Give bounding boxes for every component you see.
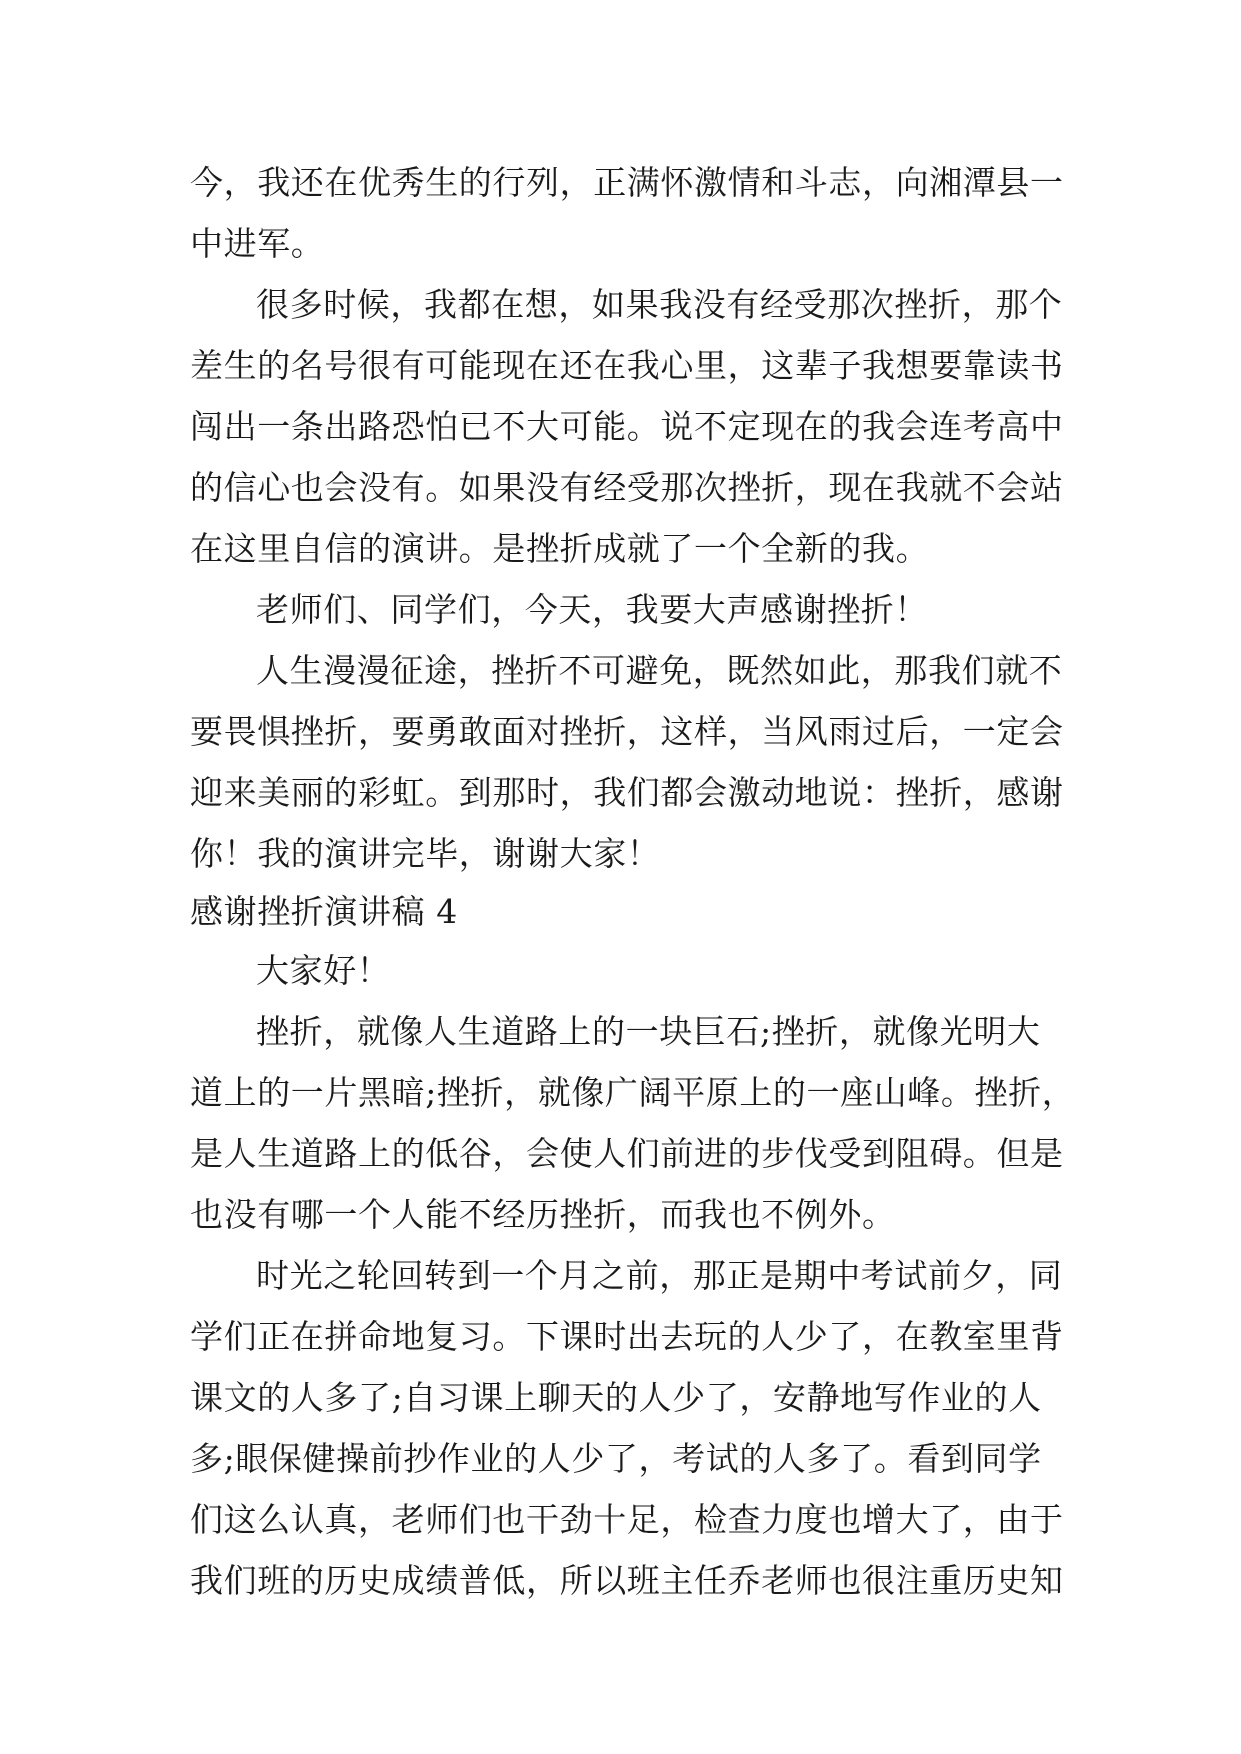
text-line: 多;眼保健操前抄作业的人少了，考试的人多了。看到同学 (190, 1439, 1042, 1478)
document-body (190, 152, 1076, 1611)
text-line: 要畏惧挫折，要勇敢面对挫折，这样，当风雨过后，一定会 (190, 712, 1064, 751)
paragraph-start: 挫折，就像人生道路上的一块巨石;挫折，就像光明大 (256, 1012, 1041, 1051)
paragraph-start: 很多时候，我都在想，如果我没有经受那次挫折，那个 (256, 285, 1063, 324)
text-line: 闯出一条出路恐怕已不大可能。说不定现在的我会连考高中 (190, 407, 1064, 446)
greeting-line: 大家好！ (256, 951, 391, 990)
text-line: 迎来美丽的彩虹。到那时，我们都会激动地说：挫折，感谢 (190, 773, 1064, 812)
paragraph-start: 老师们、同学们，今天，我要大声感谢挫折！ (256, 590, 928, 629)
text-line: 也没有哪一个人能不经历挫折，而我也不例外。 (190, 1195, 896, 1234)
text-line: 是人生道路上的低谷，会使人们前进的步伐受到阻碍。但是 (190, 1134, 1064, 1173)
paragraph-start: 时光之轮回转到一个月之前，那正是期中考试前夕，同 (256, 1256, 1063, 1295)
text-line: 中进军。 (190, 224, 325, 263)
text-line: 课文的人多了;自习课上聊天的人少了，安静地写作业的人 (190, 1378, 1042, 1417)
text-line: 今，我还在优秀生的行列，正满怀激情和斗志，向湘潭县一 (190, 163, 1064, 202)
section-heading: 感谢挫折演讲稿 4 (190, 892, 458, 931)
text-line: 的信心也会没有。如果没有经受那次挫折，现在我就不会站 (190, 468, 1064, 507)
text-line: 你！我的演讲完毕，谢谢大家！ (190, 834, 661, 873)
text-line: 学们正在拼命地复习。下课时出去玩的人少了，在教室里背 (190, 1317, 1064, 1356)
text-line: 差生的名号很有可能现在还在我心里，这辈子我想要靠读书 (190, 346, 1064, 385)
text-line: 道上的一片黑暗;挫折，就像广阔平原上的一座山峰。挫折， (190, 1073, 1076, 1112)
text-line: 我们班的历史成绩普低，所以班主任乔老师也很注重历史知 (190, 1561, 1064, 1600)
text-line: 们这么认真，老师们也干劲十足，检查力度也增大了，由于 (190, 1500, 1064, 1539)
text-line: 在这里自信的演讲。是挫折成就了一个全新的我。 (190, 529, 930, 568)
paragraph-start: 人生漫漫征途，挫折不可避免，既然如此，那我们就不 (256, 651, 1063, 690)
